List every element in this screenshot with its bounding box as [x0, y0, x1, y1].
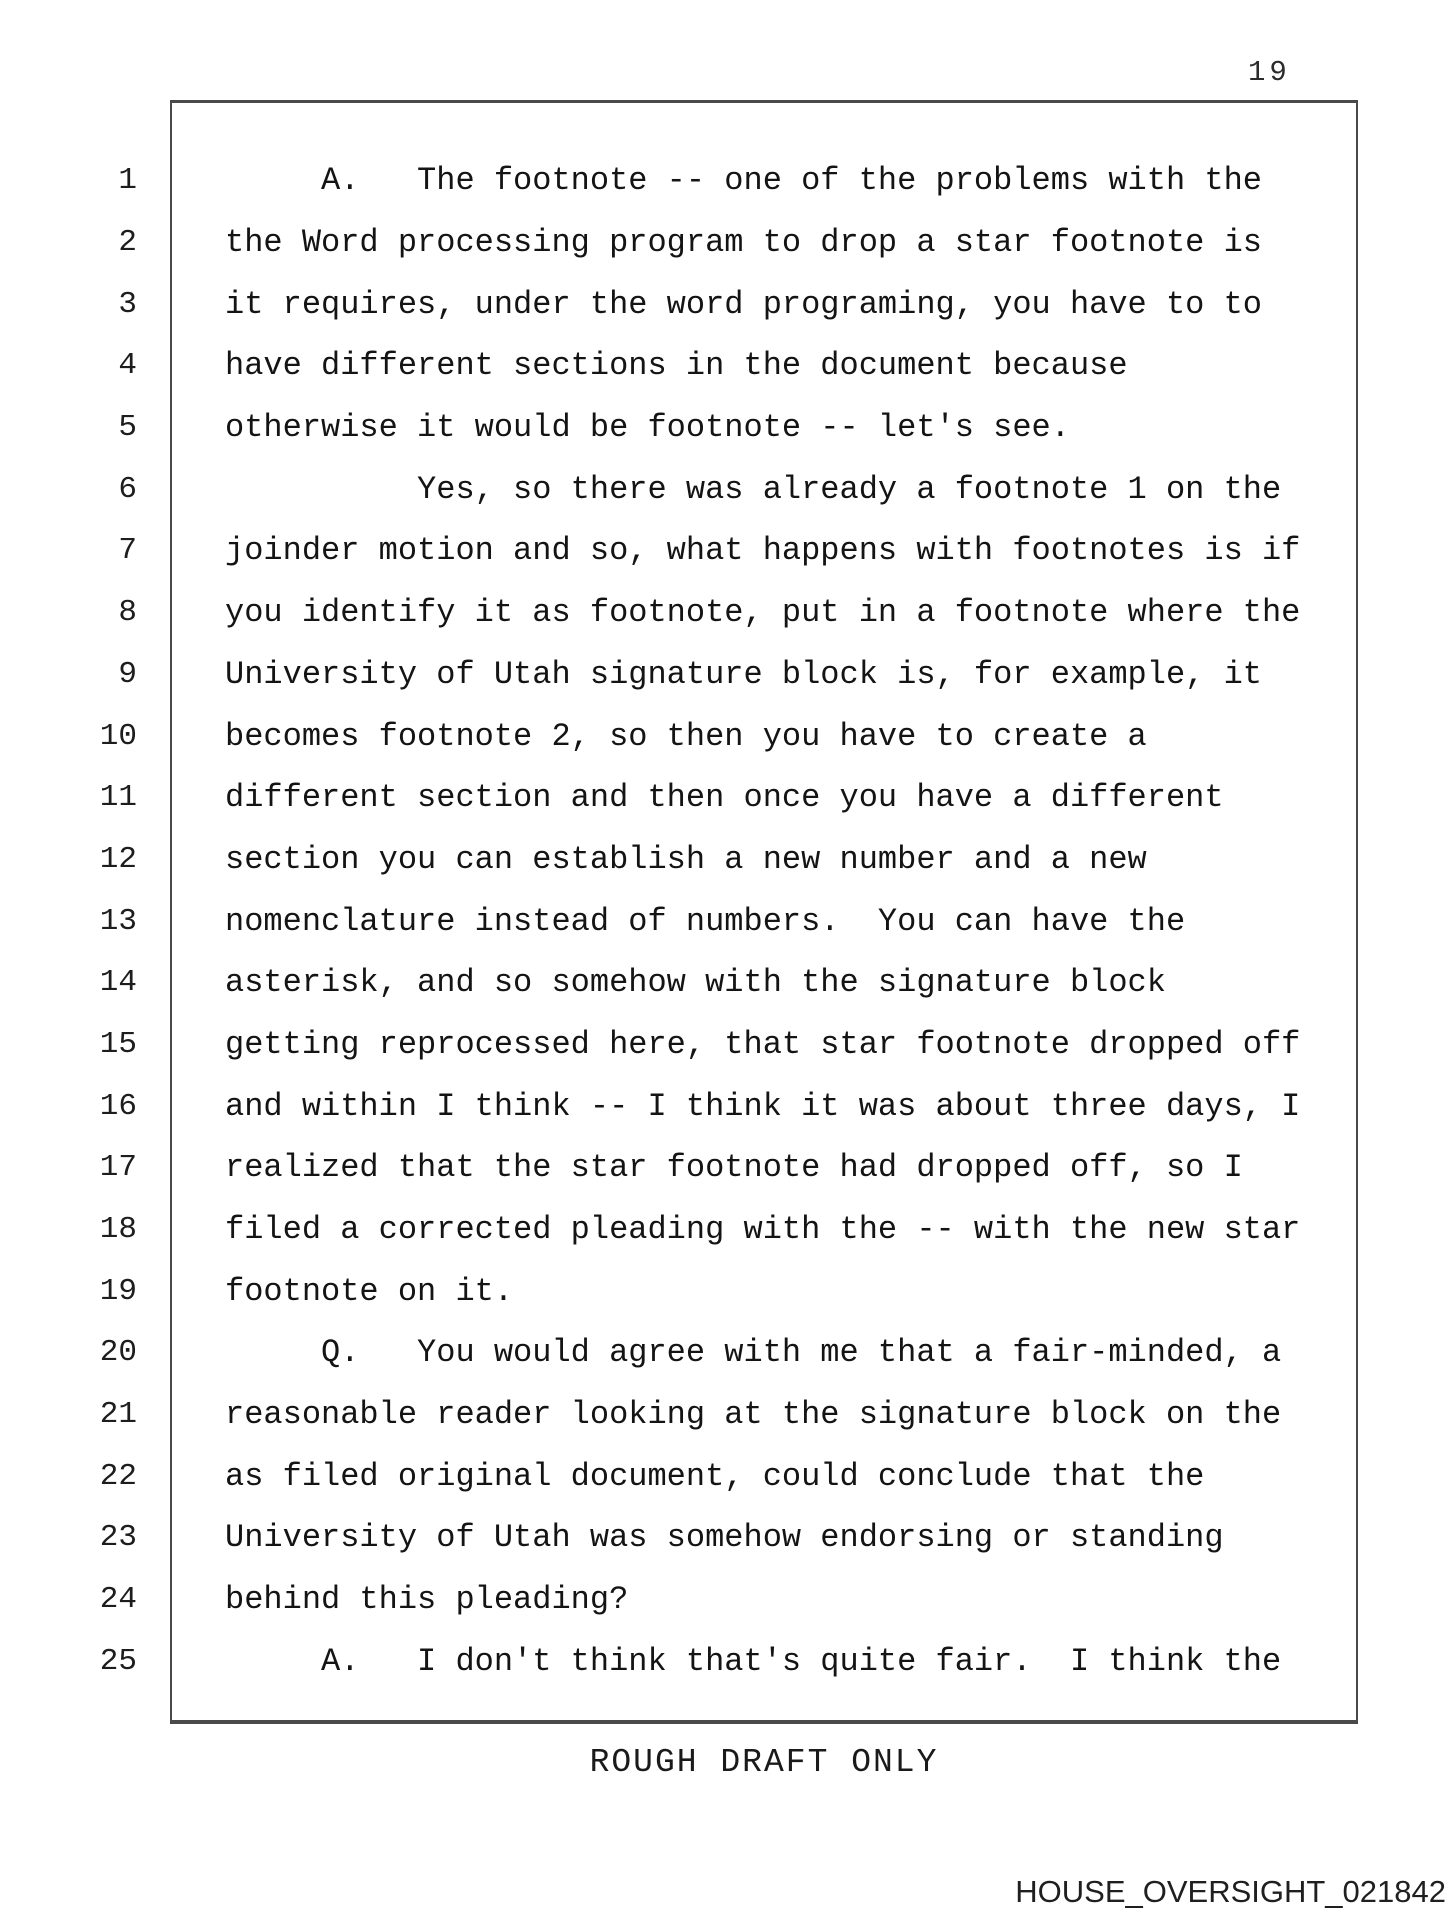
transcript-line — [80, 952, 1370, 1014]
line-text: reasonable reader looking at the signature block on the — [225, 1396, 1282, 1434]
line-text: A. The footnote -- one of the problems with the — [225, 162, 1262, 200]
line-number: 9 — [118, 656, 137, 692]
transcript-line — [80, 150, 1370, 212]
bates-number: HOUSE_OVERSIGHT_021842 — [1015, 1874, 1446, 1909]
transcript-line — [80, 1199, 1370, 1261]
line-text: A. I don't think that's quite fair. I think the — [225, 1642, 1282, 1680]
transcript-line — [80, 1445, 1370, 1507]
transcript-line — [80, 1384, 1370, 1446]
line-text: joinder motion and so, what happens with footnotes is if — [225, 532, 1301, 570]
line-text: as filed original document, could conclude that the — [225, 1457, 1205, 1495]
line-number: 7 — [118, 533, 137, 569]
line-number: 15 — [99, 1026, 137, 1062]
line-number: 4 — [118, 348, 137, 384]
transcript-line — [80, 1507, 1370, 1569]
line-number: 25 — [99, 1643, 137, 1679]
line-text: nomenclature instead of numbers. You can have the — [225, 902, 1186, 940]
line-number: 6 — [118, 471, 137, 507]
transcript-line — [80, 1569, 1370, 1631]
transcript-lines — [80, 150, 1370, 1692]
line-text: realized that the star footnote had dropped off, so I — [225, 1149, 1243, 1187]
page-number: 19 — [1248, 56, 1291, 89]
line-number: 23 — [99, 1520, 137, 1556]
transcript-line — [80, 1014, 1370, 1076]
line-text: Yes, so there was already a footnote 1 on the — [225, 470, 1282, 508]
transcript-line — [80, 1322, 1370, 1384]
line-number: 16 — [99, 1088, 137, 1124]
transcript-line — [80, 890, 1370, 952]
line-text: becomes footnote 2, so then you have to create a — [225, 717, 1147, 755]
line-text: you identify it as footnote, put in a footnote where the — [225, 594, 1301, 632]
line-number: 24 — [99, 1582, 137, 1618]
line-text: behind this pleading? — [225, 1581, 629, 1619]
line-text: otherwise it would be footnote -- let's see. — [225, 409, 1070, 447]
transcript-line — [80, 273, 1370, 335]
line-text: the Word processing program to drop a star footnote is — [225, 224, 1262, 262]
transcript-line — [80, 767, 1370, 829]
transcript-line — [80, 212, 1370, 274]
line-number: 12 — [99, 841, 137, 877]
line-number: 20 — [99, 1335, 137, 1371]
line-number: 5 — [118, 410, 137, 446]
line-text: filed a corrected pleading with the -- with the new star — [225, 1211, 1301, 1249]
line-number: 1 — [118, 163, 137, 199]
line-text: footnote on it. — [225, 1272, 514, 1310]
line-number: 14 — [99, 965, 137, 1001]
transcript-line — [80, 1075, 1370, 1137]
transcript-line — [80, 458, 1370, 520]
line-text: different section and then once you have a different — [225, 779, 1224, 817]
line-text: and within I think -- I think it was about three days, I — [225, 1087, 1301, 1125]
line-number: 22 — [99, 1458, 137, 1494]
transcript-line — [80, 829, 1370, 891]
line-text: University of Utah signature block is, for example, it — [225, 655, 1262, 693]
transcript-line — [80, 1631, 1370, 1693]
transcript-line — [80, 705, 1370, 767]
line-number: 10 — [99, 718, 137, 754]
line-number: 17 — [99, 1150, 137, 1186]
line-number: 8 — [118, 595, 137, 631]
line-number: 19 — [99, 1273, 137, 1309]
rough-draft-stamp: ROUGH DRAFT ONLY — [589, 1744, 939, 1781]
line-number: 13 — [99, 903, 137, 939]
line-text: asterisk, and so somehow with the signature block — [225, 964, 1166, 1002]
line-number: 11 — [99, 780, 137, 816]
transcript-line — [80, 582, 1370, 644]
transcript-line — [80, 1137, 1370, 1199]
line-number: 18 — [99, 1212, 137, 1248]
transcript-line — [80, 644, 1370, 706]
line-text: getting reprocessed here, that star footnote dropped off — [225, 1025, 1301, 1063]
line-text: Q. You would agree with me that a fair-minded, a — [225, 1334, 1282, 1372]
line-number: 21 — [99, 1397, 137, 1433]
transcript-line — [80, 335, 1370, 397]
line-number: 2 — [118, 225, 137, 261]
transcript-line — [80, 397, 1370, 459]
line-text: have different sections in the document because — [225, 347, 1128, 385]
transcript-line — [80, 1260, 1370, 1322]
line-number: 3 — [118, 286, 137, 322]
line-text: University of Utah was somehow endorsing or standing — [225, 1519, 1224, 1557]
transcript-line — [80, 520, 1370, 582]
line-text: it requires, under the word programing, you have to to — [225, 285, 1262, 323]
line-text: section you can establish a new number and a new — [225, 840, 1147, 878]
